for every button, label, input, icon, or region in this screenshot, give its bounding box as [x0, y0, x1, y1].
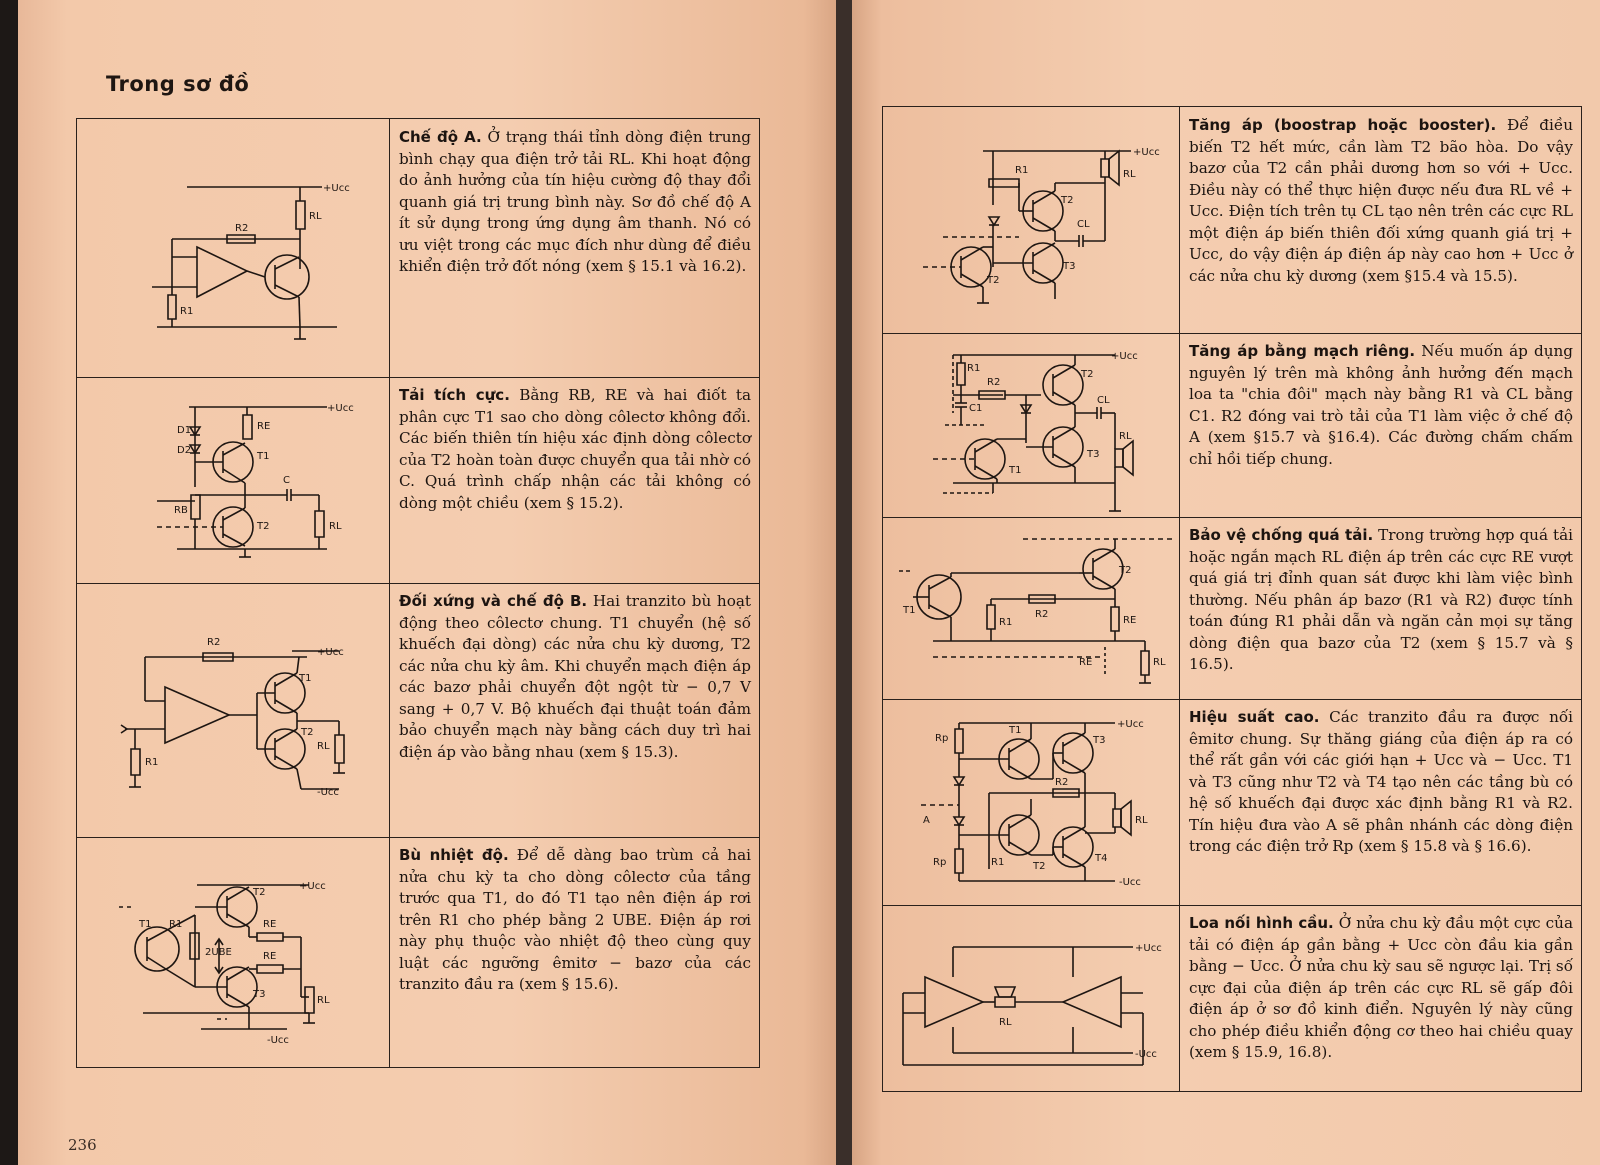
- label-r2: R2: [987, 377, 1001, 388]
- label-d1: D1: [177, 425, 192, 436]
- label-rp-2: Rp: [933, 857, 947, 868]
- left-circuit-table: [76, 118, 760, 1068]
- label-ucc: +Ucc: [1133, 147, 1160, 158]
- circuit-diagram-bootstrap: [883, 107, 1180, 333]
- row-title: Hiệu suất cao.: [1189, 708, 1320, 726]
- label-r2: R2: [207, 637, 221, 648]
- label-re-2: RE: [1079, 657, 1093, 668]
- table-row: [77, 583, 759, 838]
- label-rl: RL: [999, 1017, 1012, 1028]
- label-t2: T2: [1119, 565, 1132, 576]
- table-row: [77, 119, 759, 378]
- label-t2: T2: [257, 521, 270, 532]
- label-t1: T1: [299, 673, 312, 684]
- description-bridge-speaker: [1181, 905, 1581, 1091]
- label-re-2: RE: [263, 951, 277, 962]
- label-re: RE: [1123, 615, 1137, 626]
- table-row: [77, 837, 759, 1067]
- label-rl: RL: [317, 995, 330, 1006]
- right-page: [852, 0, 1600, 1165]
- row-body: Hai tranzito bù hoạt động theo côlectơ chung. T1 chuyển (hệ số khuếch đại dòng) các nửa chu kỳ dương, T2 các nửa chu kỳ âm. Khi chuyển mạch điện áp các bazơ phải chuyển đột ngột từ − 0,7 V sang + 0,7 V. Bộ khuếch đại thuật toán đảm bảo chuyển mạch này bằng cách duy trì hai điện áp vào bằng nhau (xem § 15.3).: [399, 592, 752, 761]
- label-ucc: +Ucc: [1111, 351, 1138, 362]
- label-d2: D2: [177, 445, 192, 456]
- label-ucc: +Ucc: [327, 403, 354, 414]
- row-title: Tăng áp (boostrap hoặc booster).: [1189, 116, 1497, 134]
- page-heading: Trong sơ đồ: [106, 72, 250, 96]
- right-circuit-table: [882, 106, 1582, 1092]
- row-body: Để điều biến T2 hết mức, cần làm T2 bão hòa. Do vậy bazơ của T2 cần phải dương hơn so với + Ucc. Điều này có thể thực hiện được nếu đưa RL về + Ucc. Điện tích trên tụ CL tạo nên trên các cực RL một điện áp biến thiên đối xứng quanh giá trị + Ucc, do vậy điện áp điện áp này cao hơn + Ucc ở các nửa chu kỳ dương (xem §15.4 và 15.5).: [1189, 116, 1573, 285]
- label-minus-ucc: -Ucc: [317, 787, 339, 798]
- label-r1: R1: [999, 617, 1013, 628]
- label-t2: T2: [1033, 861, 1046, 872]
- label-t3: T3: [1087, 449, 1100, 460]
- label-t2-driver: T2: [987, 275, 1000, 286]
- row-title: Đối xứng và chế độ B.: [399, 592, 588, 610]
- label-ucc: +Ucc: [323, 183, 350, 194]
- description-active-load: [391, 377, 759, 583]
- table-row: [883, 905, 1581, 1091]
- label-t2: T2: [1081, 369, 1094, 380]
- table-row: [77, 377, 759, 584]
- row-title: Chế độ A.: [399, 128, 482, 146]
- label-r2: R2: [235, 223, 249, 234]
- label-ucc: +Ucc: [1135, 943, 1162, 954]
- label-cl: CL: [1077, 219, 1090, 230]
- label-t3: T3: [1093, 735, 1106, 746]
- circuit-diagram-class-a: [77, 119, 390, 377]
- label-r1: R1: [1015, 165, 1029, 176]
- row-title: Bảo vệ chống quá tải.: [1189, 526, 1374, 544]
- label-minus-ucc: -Ucc: [1119, 877, 1141, 888]
- description-class-b: [391, 583, 759, 837]
- label-t1: T1: [139, 919, 152, 930]
- label-t3: T3: [1063, 261, 1076, 272]
- circuit-diagram-bridge-speaker: [883, 905, 1180, 1091]
- row-body: Trong trường hợp quá tải hoặc ngắn mạch RL điện áp trên các cực RE vượt quá giá trị đỉnh quan sát được khi làm việc bình thường. Nếu phân áp bazơ (R1 và R2) được tính toán đúng R1 phải dẫn và ngăn cản mọi sự tăng dòng điện qua bazơ của T2 (xem § 15.7 và § 16.5).: [1189, 526, 1573, 673]
- circuit-diagram-class-b: [77, 583, 390, 837]
- label-t1: T1: [1009, 465, 1022, 476]
- description-thermal-compensation: [391, 837, 759, 1067]
- circuit-diagram-overload-protection: [883, 517, 1180, 699]
- label-rl: RL: [317, 741, 330, 752]
- label-c: C: [283, 475, 290, 486]
- label-re: RE: [257, 421, 271, 432]
- label-r1: R1: [991, 857, 1005, 868]
- description-separate-bootstrap: [1181, 333, 1581, 517]
- description-bootstrap: [1181, 107, 1581, 333]
- label-t3: T3: [253, 989, 266, 1000]
- label-rl: RL: [1153, 657, 1166, 668]
- label-rp: Rp: [935, 733, 949, 744]
- row-title: Tăng áp bằng mạch riêng.: [1189, 342, 1416, 360]
- label-minus-ucc: -Ucc: [1135, 1049, 1157, 1060]
- label-t1: T1: [1009, 725, 1022, 736]
- table-row: [883, 333, 1581, 518]
- label-rb: RB: [174, 505, 188, 516]
- left-page: [18, 0, 836, 1165]
- label-t2: T2: [1061, 195, 1074, 206]
- label-a: A: [923, 815, 930, 826]
- label-rl: RL: [1123, 169, 1136, 180]
- label-rl: RL: [329, 521, 342, 532]
- row-title: Tải tích cực.: [399, 386, 510, 404]
- page-number: 236: [68, 1136, 97, 1154]
- row-body: Nếu muốn áp dụng nguyên lý trên mà không ảnh hưởng đến mạch loa ta "chia đôi" mạch này bằng R1 và CL bằng C1. R2 đóng vai trò tải của T1 làm việc ở chế độ A (xem §15.7 và §16.4). Các đường chấm chấm chỉ hồi tiếp chung.: [1189, 342, 1574, 468]
- circuit-diagram-active-load: [77, 377, 390, 583]
- label-r2: R2: [1055, 777, 1069, 788]
- row-body: Các tranzito đầu ra được nối êmitơ chung. Sự thăng giáng của điện áp ra có thể rất gần với các giới hạn + Ucc và − Ucc. T1 và T3 cũng như T2 và T4 tạo nên các tầng bù có hệ số khuếch đại được xác định bằng R1 và R2. Tín hiệu đưa vào A sẽ phân nhánh các dòng điện trong các điện trở Rp (xem § 15.8 và § 16.6).: [1189, 708, 1573, 855]
- label-cl: CL: [1097, 395, 1110, 406]
- label-ucc: +Ucc: [317, 647, 344, 658]
- row-body: Ở nửa chu kỳ đầu một cực của tải có điện áp gần bằng + Ucc còn đầu kia gần bằng − Ucc. Ở nửa chu kỳ sau sẽ ngược lại. Trị số cực đại của điện áp trên các cực RL sẽ gấp đôi điện áp ở sơ đồ kinh điển. Nguyên lý này cũng cho phép điều khiển động cơ theo hai chiều quay (xem § 15.9, 16.8).: [1189, 914, 1573, 1061]
- label-ucc: +Ucc: [1117, 719, 1144, 730]
- label-ucc: +Ucc: [299, 881, 326, 892]
- label-t2: T2: [301, 727, 314, 738]
- label-2ube: 2UBE: [205, 947, 232, 958]
- row-title: Bù nhiệt độ.: [399, 846, 509, 864]
- label-minus-ucc: -Ucc: [267, 1035, 289, 1046]
- label-t1: T1: [903, 605, 916, 616]
- row-body: Bằng RB, RE và hai điốt ta phân cực T1 sao cho dòng côlectơ không đổi. Các biến thiên tín hiệu xác định dòng côlectơ của T2 hoàn toàn được chuyển qua tải nhờ có C. Quá trình chấp nhận các tải không có dòng một chiều (xem § 15.2).: [399, 386, 752, 512]
- label-c1: C1: [969, 403, 983, 414]
- table-row: [883, 699, 1581, 906]
- row-body: Ở trạng thái tỉnh dòng điện trung bình chạy qua điện trở tải RL. Khi hoạt động do ảnh hưởng của tín hiệu cường độ thay đổi quanh giá trị trung bình này. Sơ đồ chế độ A ít sử dụng trong ứng dụng âm thanh. Nó có ưu việt trong các mục đích như dùng để điều khiển điện trở đốt nóng (xem § 15.1 và 16.2).: [399, 128, 752, 275]
- label-rl: RL: [1119, 431, 1132, 442]
- label-rl: RL: [1135, 815, 1148, 826]
- label-r2: R2: [1035, 609, 1049, 620]
- circuit-diagram-thermal-compensation: [77, 837, 390, 1067]
- label-re: RE: [263, 919, 277, 930]
- label-r1: R1: [145, 757, 159, 768]
- book-edge: [0, 0, 18, 1165]
- description-class-a: [391, 119, 759, 377]
- table-row: [883, 107, 1581, 334]
- label-rl: RL: [309, 211, 322, 222]
- circuit-diagram-separate-bootstrap: [883, 333, 1180, 517]
- label-t4: T4: [1095, 853, 1108, 864]
- row-body: Để dễ dàng bao trùm cả hai nửa chu kỳ ta cho dòng côlectơ của tầng trước qua T1, do đó T1 tạo nên điện áp rơi trên R1 cho phép bằng 2 UBE. Điện áp rơi này phụ thuộc vào nhiệt độ theo cùng quy luật các ngưỡng êmitơ − bazơ của các tranzito đầu ra (xem § 15.6).: [399, 846, 751, 993]
- label-r1: R1: [967, 363, 981, 374]
- description-overload-protection: [1181, 517, 1581, 699]
- row-title: Loa nối hình cầu.: [1189, 914, 1334, 932]
- circuit-diagram-high-efficiency: [883, 699, 1180, 905]
- book-gutter: [836, 0, 852, 1165]
- table-row: [883, 517, 1581, 700]
- label-r1: R1: [180, 306, 194, 317]
- label-t1: T1: [257, 451, 270, 462]
- label-t2: T2: [253, 887, 266, 898]
- label-r1: R1: [169, 919, 183, 930]
- description-high-efficiency: [1181, 699, 1581, 905]
